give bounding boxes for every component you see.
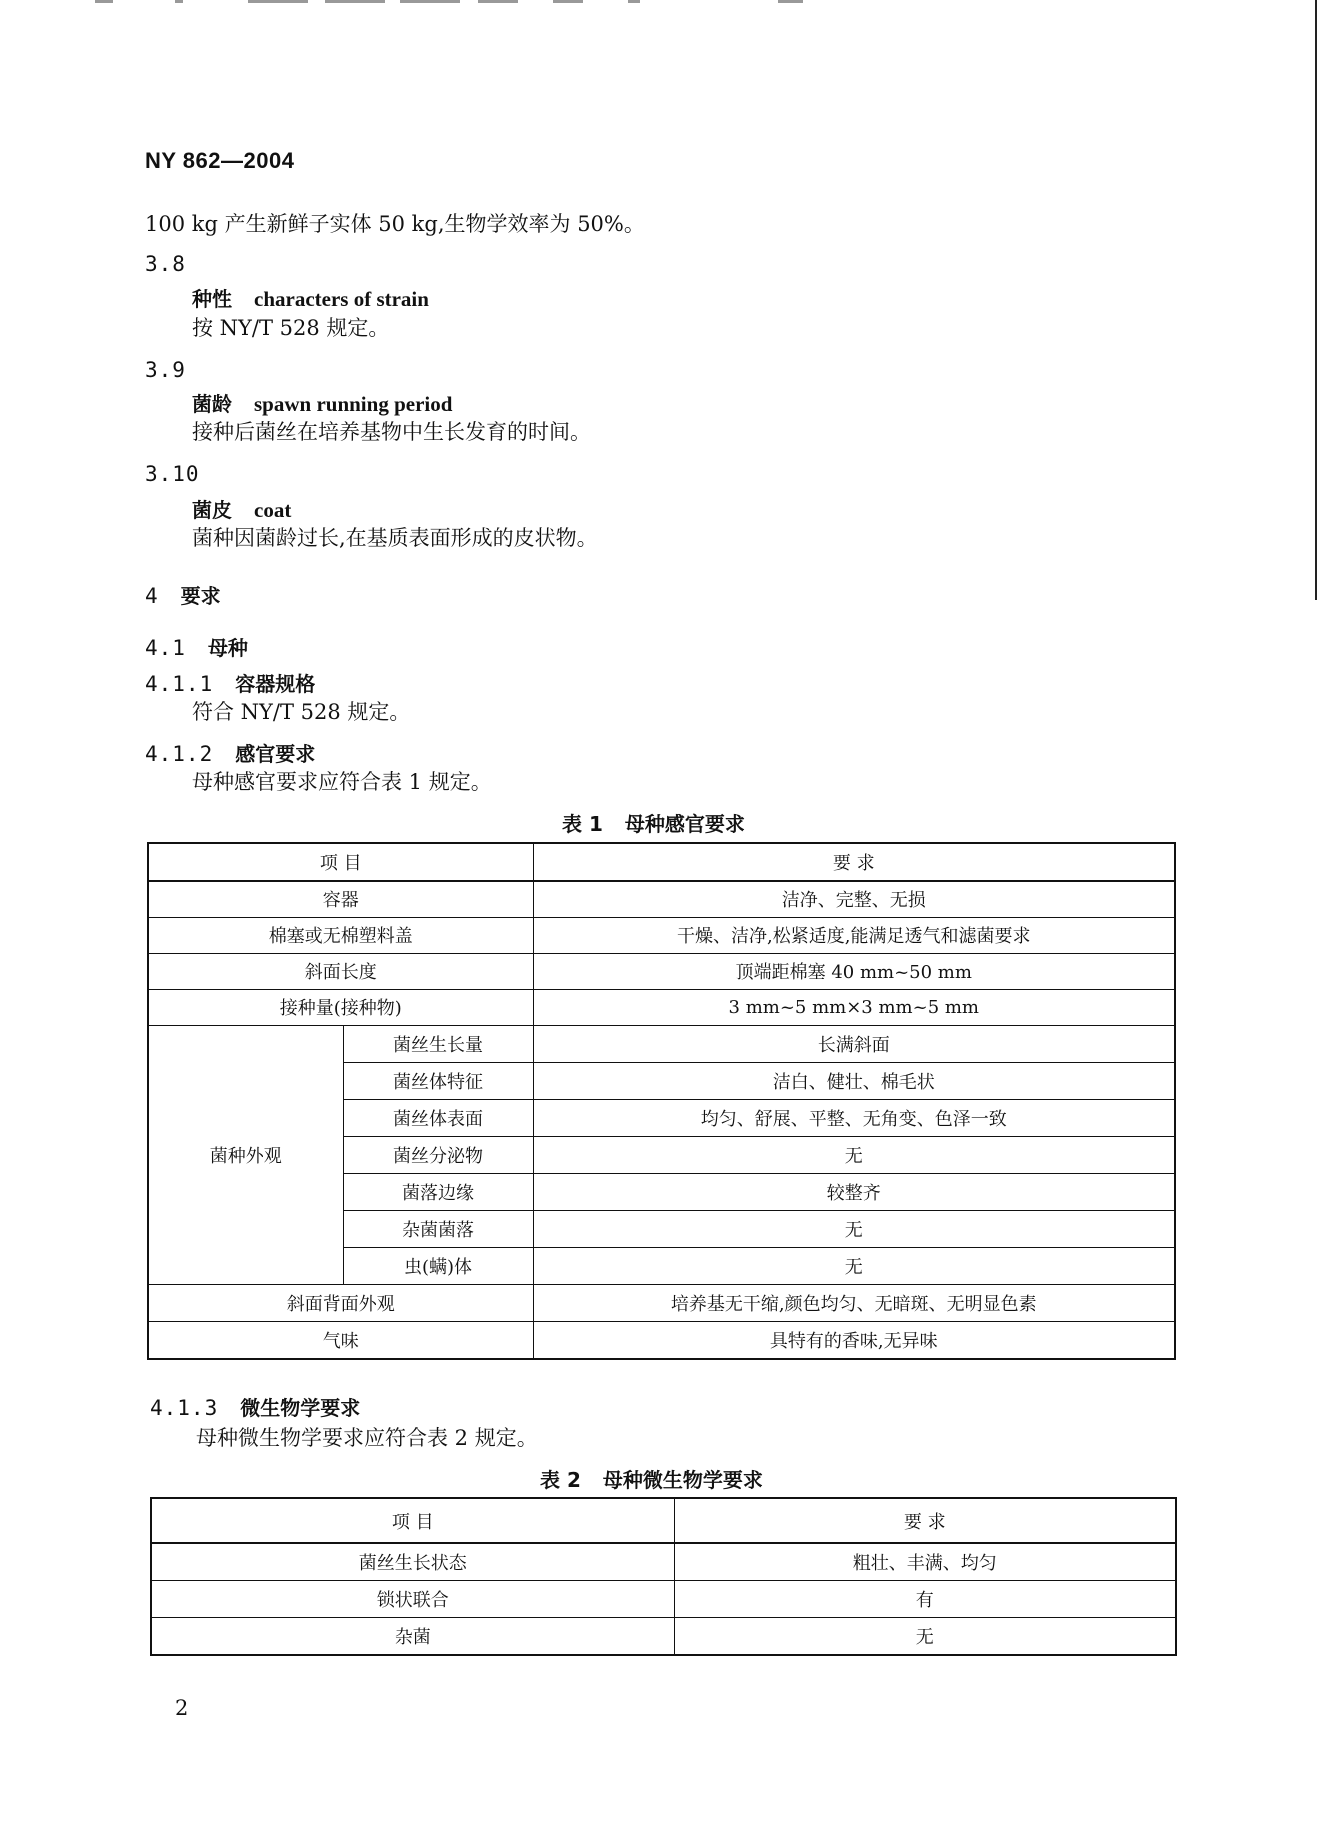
definition-3-8: 按 NY/T 528 规定。 (192, 316, 390, 340)
standard-code-header: NY 862—2004 (145, 148, 295, 173)
table-2 (150, 1497, 1177, 1656)
row-item: 菌丝体特征 (343, 1062, 533, 1099)
table-row (148, 953, 1175, 989)
caption-title: 母种感官要求 (624, 812, 745, 836)
table-row (148, 1321, 1175, 1359)
table-row (148, 917, 1175, 953)
section-title: 微生物学要求 (240, 1396, 361, 1420)
section-4-heading (145, 580, 221, 609)
clause-number-3-9: 3.9 (145, 358, 186, 382)
row-item: 棉塞或无棉塑料盖 (148, 917, 533, 953)
row-requirement: 洁白、健壮、棉毛状 (533, 1062, 1175, 1099)
header-item: 项 目 (151, 1498, 674, 1543)
scan-top-marks (0, 0, 1320, 6)
row-requirement: 粗壮、丰满、均匀 (674, 1543, 1176, 1580)
section-4-1-1-heading (145, 668, 315, 697)
row-item: 杂菌菌落 (343, 1210, 533, 1247)
row-requirement: 长满斜面 (533, 1025, 1175, 1062)
table-row (148, 1284, 1175, 1321)
row-requirement: 无 (674, 1617, 1176, 1655)
table-row (148, 989, 1175, 1025)
row-item: 菌丝分泌物 (343, 1136, 533, 1173)
row-item: 菌丝生长状态 (151, 1543, 674, 1580)
clause-number-3-10: 3.10 (145, 462, 200, 486)
table-row (148, 881, 1175, 917)
definition-3-10: 菌种因菌龄过长,在基质表面形成的皮状物。 (192, 526, 598, 550)
scan-edge-line (1315, 0, 1317, 600)
table-header-row (148, 843, 1175, 881)
row-requirement: 有 (674, 1580, 1176, 1617)
row-requirement: 无 (533, 1247, 1175, 1284)
row-requirement: 干燥、洁净,松紧适度,能满足透气和滤菌要求 (533, 917, 1175, 953)
row-item: 菌落边缘 (343, 1173, 533, 1210)
section-title: 要求 (180, 584, 221, 608)
section-4-1-3-heading (150, 1392, 360, 1421)
table-row (151, 1543, 1176, 1580)
caption-title: 母种微生物学要求 (602, 1468, 763, 1492)
table-row (151, 1580, 1176, 1617)
row-item: 锁状联合 (151, 1580, 674, 1617)
table-header-row (151, 1498, 1176, 1543)
term-cn: 菌龄 (192, 392, 232, 416)
section-number: 4.1.1 (145, 672, 214, 696)
section-title: 容器规格 (235, 672, 316, 696)
row-requirement: 均匀、舒展、平整、无角变、色泽一致 (533, 1099, 1175, 1136)
term-en: coat (254, 498, 292, 522)
section-number: 4.1 (145, 636, 186, 660)
row-item: 斜面背面外观 (148, 1284, 533, 1321)
term-cn: 种性 (192, 287, 232, 311)
section-title: 感官要求 (235, 742, 316, 766)
section-4-1-1-text: 符合 NY/T 528 规定。 (192, 700, 411, 724)
term-3-9 (192, 388, 452, 417)
row-requirement: 无 (533, 1210, 1175, 1247)
section-title: 母种 (207, 636, 248, 660)
clause-number-3-8: 3.8 (145, 252, 186, 276)
section-number: 4 (145, 584, 159, 608)
header-requirement: 要 求 (533, 843, 1175, 881)
caption-label: 表 2 (540, 1468, 581, 1492)
section-4-1-2-heading (145, 738, 315, 767)
table-1 (147, 842, 1176, 1360)
section-4-1-3-text: 母种微生物学要求应符合表 2 规定。 (196, 1426, 538, 1450)
term-3-10 (192, 494, 291, 523)
group-label: 菌种外观 (148, 1025, 343, 1284)
header-requirement: 要 求 (674, 1498, 1176, 1543)
table-row (148, 1025, 1175, 1062)
row-item: 接种量(接种物) (148, 989, 533, 1025)
definition-3-9: 接种后菌丝在培养基物中生长发育的时间。 (192, 420, 591, 444)
table-1-caption (562, 808, 745, 837)
term-en: characters of strain (254, 287, 429, 311)
caption-label: 表 1 (562, 812, 603, 836)
section-number: 4.1.3 (150, 1396, 219, 1420)
section-4-1-2-text: 母种感官要求应符合表 1 规定。 (192, 770, 492, 794)
section-number: 4.1.2 (145, 742, 214, 766)
table-row (151, 1617, 1176, 1655)
row-requirement: 培养基无干缩,颜色均匀、无暗斑、无明显色素 (533, 1284, 1175, 1321)
term-cn: 菌皮 (192, 498, 232, 522)
table-2-caption (540, 1464, 763, 1493)
row-item: 虫(螨)体 (343, 1247, 533, 1284)
row-item: 菌丝体表面 (343, 1099, 533, 1136)
row-requirement: 较整齐 (533, 1173, 1175, 1210)
continued-paragraph: 100 kg 产生新鲜子实体 50 kg,生物学效率为 50%。 (145, 212, 645, 236)
row-requirement: 洁净、完整、无损 (533, 881, 1175, 917)
row-item: 斜面长度 (148, 953, 533, 989)
row-item: 气味 (148, 1321, 533, 1359)
row-item: 菌丝生长量 (343, 1025, 533, 1062)
row-requirement: 具特有的香味,无异味 (533, 1321, 1175, 1359)
row-requirement: 顶端距棉塞 40 mm~50 mm (533, 953, 1175, 989)
row-item: 杂菌 (151, 1617, 674, 1655)
row-item: 容器 (148, 881, 533, 917)
section-4-1-heading (145, 632, 248, 661)
page-number: 2 (175, 1696, 189, 1720)
row-requirement: 3 mm~5 mm×3 mm~5 mm (533, 989, 1175, 1025)
term-3-8 (192, 283, 429, 312)
term-en: spawn running period (254, 392, 453, 416)
row-requirement: 无 (533, 1136, 1175, 1173)
header-item: 项 目 (148, 843, 533, 881)
